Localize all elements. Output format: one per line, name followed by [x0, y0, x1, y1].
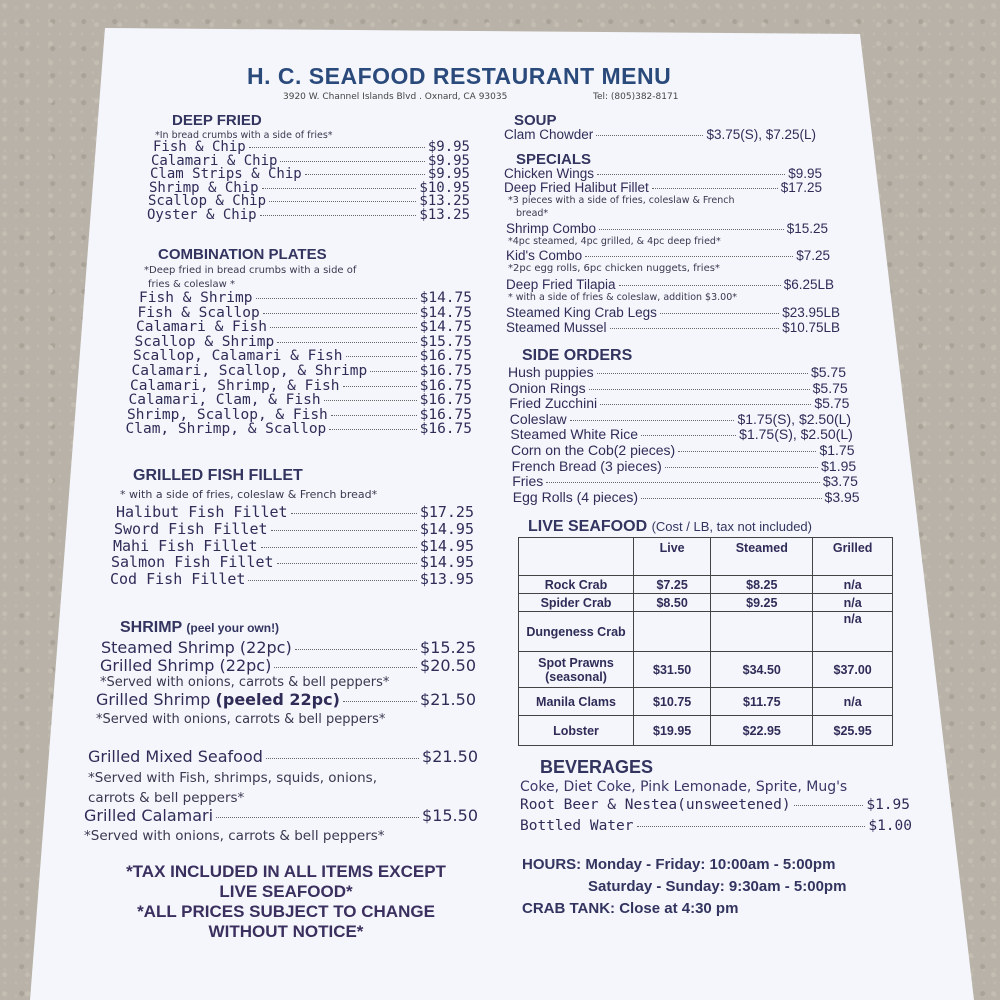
item-name: Steamed King Crab Legs	[506, 305, 657, 320]
item-price: $16.75	[419, 392, 472, 409]
side-orders-heading: SIDE ORDERS	[522, 347, 633, 364]
dot-leader	[585, 256, 793, 257]
item-name: Root Beer & Nestea(unsweetened)	[520, 797, 791, 813]
dot-leader	[597, 373, 808, 374]
tax-notice-line: LIVE SEAFOOD*	[219, 882, 353, 901]
row-label: Manila Clams	[519, 688, 634, 716]
shrimp-note: *Served with onions, carrots & bell peppers*	[96, 712, 386, 727]
item-name: Cod Fish Fillet	[110, 570, 246, 589]
dot-leader	[597, 174, 785, 175]
item-name-bold: (peeled 22pc)	[215, 690, 340, 709]
row-label: Spot Prawns (seasonal)	[519, 652, 634, 688]
item-name: Calamari, Clam, & Fish	[128, 392, 321, 409]
menu-item	[147, 207, 470, 223]
table-cell: $9.25	[711, 594, 813, 612]
item-name: Hush puppies	[508, 364, 594, 380]
item-price: $14.75	[419, 304, 472, 321]
item-price: $7.25	[796, 248, 830, 263]
menu-item	[116, 503, 474, 521]
deep-fried-heading: DEEP FRIED	[172, 112, 262, 129]
specials-note: *2pc egg rolls, 6pc chicken nuggets, fries*	[508, 263, 720, 274]
row-label: Rock Crab	[519, 576, 634, 594]
menu-item	[101, 638, 476, 657]
menu-item	[84, 806, 478, 825]
menu-item	[136, 319, 472, 335]
item-price: $15.50	[422, 806, 478, 825]
item-name: Chicken Wings	[504, 166, 595, 181]
dot-leader	[280, 161, 424, 162]
hours-line: Saturday - Sunday: 9:30am - 5:00pm	[588, 878, 847, 895]
table-cell	[634, 612, 711, 652]
item-price: $10.95	[419, 179, 470, 196]
item-price: $16.75	[419, 377, 472, 394]
dot-leader	[660, 313, 779, 314]
menu-item	[509, 380, 848, 396]
item-price: $3.75	[822, 473, 858, 490]
dot-leader	[248, 580, 416, 581]
specials-note: *4pc steamed, 4pc grilled, & 4pc deep fried*	[508, 236, 721, 247]
beverages-heading: BEVERAGES	[540, 757, 654, 777]
item-name: Calamari & Chip	[151, 152, 278, 169]
menu-item	[96, 690, 476, 709]
menu-item	[504, 180, 822, 195]
menu-item	[520, 797, 910, 813]
table-cell: $11.75	[711, 688, 813, 716]
table-cell: $22.95	[711, 716, 813, 746]
menu-item	[114, 520, 474, 538]
item-price: $1.95	[866, 797, 910, 813]
item-name: Scallop, Calamari & Fish	[133, 348, 343, 365]
specials-note: * with a side of fries & coleslaw, addition $3.00*	[508, 292, 738, 303]
item-name: Calamari, Shrimp, & Fish	[130, 377, 340, 394]
item-name: Steamed White Rice	[510, 426, 638, 443]
dot-leader	[324, 400, 417, 401]
menu-item	[512, 458, 857, 474]
dot-leader	[678, 451, 816, 452]
table-cell	[711, 612, 813, 652]
deep-fried-note: *In bread crumbs with a side of fries*	[155, 130, 333, 141]
item-price: $5.75	[812, 379, 848, 396]
item-price: $15.25	[786, 221, 828, 236]
live-seafood-table	[518, 537, 893, 746]
menu-item	[511, 442, 855, 458]
grilled-fish-note: * with a side of fries, coleslaw & French bread*	[120, 488, 378, 501]
table-row	[519, 688, 893, 716]
shrimp-title: SHRIMP	[120, 619, 182, 636]
menu-item	[504, 127, 816, 142]
item-name: Shrimp Combo	[506, 221, 597, 236]
item-price: $13.25	[419, 193, 470, 209]
dot-leader	[641, 498, 821, 499]
dot-leader	[266, 758, 419, 759]
item-name: Egg Rolls (4 pieces)	[512, 488, 639, 505]
item-name: Deep Fried Tilapia	[506, 277, 616, 292]
item-name: Fish & Shrimp	[139, 290, 253, 306]
table-row	[519, 594, 893, 612]
item-name: Steamed Mussel	[506, 320, 607, 335]
menu-item	[506, 248, 830, 263]
tax-notice-line: *TAX INCLUDED IN ALL ITEMS EXCEPT	[126, 862, 446, 881]
menu-item	[504, 166, 822, 181]
item-name: Clam Strips & Chip	[150, 166, 302, 182]
item-name: Sword Fish Fillet	[114, 519, 268, 538]
phone: Tel: (805)382-8171	[593, 92, 679, 102]
dot-leader	[216, 817, 419, 818]
hours-line: CRAB TANK: Close at 4:30 pm	[522, 900, 739, 917]
row-label: Dungeness Crab	[519, 612, 634, 652]
item-name: Deep Fried Halibut Fillet	[504, 180, 649, 195]
menu-item	[132, 363, 473, 379]
item-name: Shrimp & Chip	[149, 179, 259, 196]
item-price: $9.95	[427, 166, 470, 182]
menu-item	[139, 290, 472, 306]
menu-item	[126, 421, 473, 437]
item-price: $1.75(S), $2.50(L)	[737, 410, 852, 427]
item-name: French Bread (3 pieces)	[511, 457, 662, 474]
table-cell: $8.25	[711, 576, 813, 594]
item-price: $14.75	[419, 290, 472, 306]
dot-leader	[619, 285, 781, 286]
dot-leader	[346, 356, 417, 357]
item-price: $16.75	[419, 363, 472, 379]
menu-item	[510, 426, 852, 442]
item-price: $1.95	[821, 457, 857, 474]
item-name: Fish & Chip	[153, 139, 246, 155]
item-price: $14.75	[419, 319, 472, 336]
dot-leader	[329, 429, 416, 430]
item-name: Scallop & Shrimp	[134, 333, 275, 350]
dot-leader	[589, 389, 810, 390]
live-seafood-heading	[528, 518, 812, 536]
hours-line: HOURS: Monday - Friday: 10:00am - 5:00pm	[522, 856, 836, 873]
item-price: $14.95	[419, 553, 474, 572]
table-cell: n/a	[813, 688, 893, 716]
table-cell: $8.50	[634, 594, 711, 612]
item-price: $14.95	[419, 519, 474, 538]
item-price: $1.75	[819, 442, 855, 458]
dot-leader	[665, 467, 818, 468]
shrimp-note: *Served with onions, carrots & bell peppers*	[100, 675, 390, 690]
item-name: Fish & Scallop	[137, 304, 260, 321]
item-price: $17.25	[780, 180, 822, 195]
item-price: $15.25	[420, 638, 476, 657]
column-header: Steamed	[711, 538, 813, 576]
item-price: $13.25	[419, 206, 470, 223]
menu-item	[520, 818, 912, 834]
row-label: Lobster	[519, 716, 634, 746]
item-price: $1.75(S), $2.50(L)	[739, 426, 853, 443]
item-name: Grilled Calamari	[84, 806, 214, 825]
combination-note: fries & coleslaw *	[148, 279, 235, 290]
table-cell: $10.75	[634, 688, 711, 716]
table-cell: $34.50	[711, 652, 813, 688]
table-cell: n/a	[813, 594, 893, 612]
dot-leader	[652, 188, 778, 189]
item-name: Clam Chowder	[504, 127, 594, 142]
table-cell: n/a	[813, 576, 893, 594]
dot-leader	[270, 327, 417, 328]
item-price: $14.95	[419, 536, 474, 555]
item-price: $3.75(S), $7.25(L)	[706, 127, 816, 142]
combination-heading: COMBINATION PLATES	[158, 246, 327, 263]
item-name-part: Grilled Shrimp	[96, 690, 216, 709]
menu-item	[100, 656, 476, 675]
dot-leader	[261, 547, 417, 548]
item-name: Calamari, Scallop, & Shrimp	[131, 363, 368, 379]
item-price: $20.50	[420, 656, 476, 675]
item-price: $15.75	[419, 333, 472, 350]
item-price: $9.95	[427, 139, 470, 155]
table-cell: $7.25	[634, 576, 711, 594]
item-name: Corn on the Cob(2 pieces)	[511, 442, 676, 458]
item-name: Calamari & Fish	[136, 319, 267, 336]
dot-leader	[260, 215, 417, 216]
mixed-note: carrots & bell peppers*	[88, 790, 245, 806]
table-row	[519, 612, 893, 652]
item-price: $5.75	[810, 364, 846, 380]
table-cell: $19.95	[634, 716, 711, 746]
menu-item	[138, 305, 473, 321]
mixed-note: *Served with Fish, shrimps, squids, onions,	[88, 770, 377, 786]
menu-item	[127, 407, 472, 423]
dot-leader	[269, 201, 416, 202]
item-price: $21.50	[420, 690, 476, 709]
item-price: $21.50	[422, 747, 478, 766]
dot-leader	[331, 415, 417, 416]
item-name: Steamed Shrimp (22pc)	[101, 638, 292, 657]
item-price: $1.00	[868, 818, 912, 834]
dot-leader	[249, 147, 425, 148]
dot-leader	[596, 135, 703, 136]
beverages-line: Coke, Diet Coke, Pink Lemonade, Sprite, Mug's	[520, 779, 848, 795]
dot-leader	[637, 826, 866, 827]
table-cell: n/a	[813, 612, 893, 652]
item-name: Clam, Shrimp, & Scallop	[125, 421, 327, 438]
live-seafood-note: (Cost / LB, tax not included)	[651, 519, 812, 534]
item-price: $6.25LB	[783, 277, 834, 292]
dot-leader	[277, 563, 417, 564]
item-price: $16.75	[419, 348, 472, 365]
item-name: Halibut Fish Fillet	[116, 503, 288, 521]
item-price: $17.25	[419, 503, 474, 521]
item-name: Oyster & Chip	[147, 206, 257, 223]
item-price: $5.75	[814, 395, 850, 412]
combination-note: *Deep fried in bread crumbs with a side of	[144, 265, 357, 276]
menu-item	[509, 395, 849, 411]
item-name: Grilled Shrimp (22pc)	[100, 656, 272, 675]
dot-leader	[370, 371, 416, 372]
item-name: Fries	[512, 473, 544, 490]
menu-item	[510, 411, 851, 427]
item-price: $16.75	[419, 421, 472, 438]
menu-item	[506, 320, 840, 335]
item-price: $16.75	[419, 406, 472, 423]
tax-notice-line: *ALL PRICES SUBJECT TO CHANGE	[137, 902, 435, 921]
item-name: Coleslaw	[509, 410, 567, 427]
item-price: $9.95	[788, 166, 822, 181]
item-name: Fried Zucchini	[509, 395, 598, 412]
dot-leader	[256, 298, 417, 299]
dot-leader	[295, 649, 417, 650]
item-name: Bottled Water	[520, 818, 634, 834]
dot-leader	[343, 701, 417, 702]
dot-leader	[291, 513, 417, 514]
menu-item	[133, 348, 472, 364]
dot-leader	[641, 435, 736, 436]
row-label: Spider Crab	[519, 594, 634, 612]
dot-leader	[263, 313, 417, 314]
dot-leader	[274, 667, 417, 668]
tax-notice-line: WITHOUT NOTICE*	[208, 922, 364, 941]
item-name: Mahi Fish Fillet	[113, 536, 258, 555]
menu-item	[506, 221, 828, 236]
specials-note: bread*	[516, 208, 549, 219]
column-header	[519, 538, 634, 576]
table-row	[519, 576, 893, 594]
column-header: Grilled	[813, 538, 893, 576]
dot-leader	[343, 386, 417, 387]
mixed-note: *Served with onions, carrots & bell peppers*	[84, 828, 385, 844]
shrimp-heading-note: (peel your own!)	[186, 621, 280, 635]
live-seafood-body	[519, 576, 893, 746]
table-row	[519, 652, 893, 688]
item-price: $3.95	[824, 488, 860, 505]
menu-item	[513, 489, 860, 505]
dot-leader	[271, 530, 417, 531]
table-header-row	[519, 538, 893, 576]
column-header: Live	[634, 538, 711, 576]
menu-item	[130, 378, 472, 394]
specials-note: *3 pieces with a side of fries, coleslaw & French	[508, 195, 735, 206]
item-name: Salmon Fish Fillet	[111, 553, 274, 572]
menu-item	[135, 334, 473, 350]
item-name: Onion Rings	[508, 379, 586, 396]
menu-item	[88, 747, 478, 766]
dot-leader	[277, 342, 416, 343]
item-name: Grilled Mixed Seafood	[88, 747, 263, 766]
menu-item	[508, 364, 846, 380]
table-cell: $31.50	[634, 652, 711, 688]
table-row	[519, 716, 893, 746]
dot-leader	[610, 328, 780, 329]
dot-leader	[600, 404, 811, 405]
item-name: Scallop & Chip	[148, 193, 267, 209]
address: 3920 W. Channel Islands Blvd . Oxnard, CA 93035	[283, 92, 508, 102]
table-cell: $37.00	[813, 652, 893, 688]
live-seafood-title: LIVE SEAFOOD	[528, 518, 648, 535]
item-price: $23.95LB	[782, 305, 840, 320]
dot-leader	[546, 482, 820, 483]
item-name: Kid's Combo	[506, 248, 583, 263]
dot-leader	[305, 174, 425, 175]
dot-leader	[570, 420, 735, 421]
menu-item	[111, 553, 474, 571]
item-price: $10.75LB	[782, 320, 840, 335]
dot-leader	[262, 188, 417, 189]
grilled-fish-heading: GRILLED FISH FILLET	[133, 467, 303, 484]
menu-item	[512, 473, 858, 489]
menu-item	[506, 277, 834, 292]
menu-item	[110, 570, 474, 588]
menu-item	[113, 537, 474, 555]
item-price: $13.95	[419, 570, 474, 589]
table-cell: $25.95	[813, 716, 893, 746]
specials-heading: SPECIALS	[516, 151, 592, 168]
dot-leader	[794, 805, 864, 806]
shrimp-heading	[120, 619, 279, 637]
menu-item	[506, 305, 840, 320]
item-price: $9.95	[427, 152, 470, 169]
item-name	[96, 690, 340, 709]
dot-leader	[599, 229, 784, 230]
menu-item	[129, 392, 473, 408]
soup-heading: SOUP	[514, 112, 557, 129]
item-name: Shrimp, Scallop, & Fish	[127, 406, 328, 423]
menu-title: H. C. SEAFOOD RESTAURANT MENU	[247, 63, 672, 89]
